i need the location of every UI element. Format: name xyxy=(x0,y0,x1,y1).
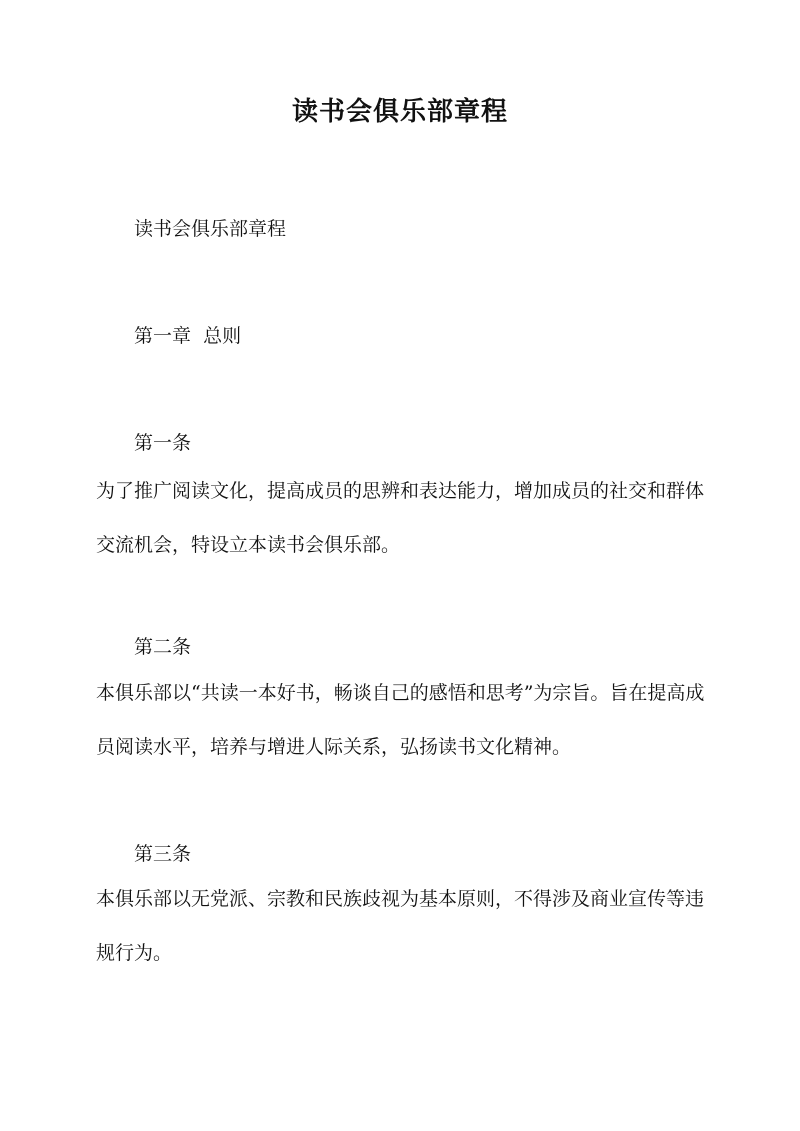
article-text: 本俱乐部以无党派、宗教和民族歧视为基本原则，不得涉及商业宣传等违规行为。 xyxy=(96,888,705,964)
document-subtitle: 读书会俱乐部章程 xyxy=(134,218,287,240)
article-heading: 第二条 xyxy=(134,636,192,658)
article-text: 为了推广阅读文化，提高成员的思辨和表达能力，增加成员的社交和群体交流机会，特设立本读书会俱乐部。 xyxy=(96,480,705,556)
document-title: 读书会俱乐部章程 xyxy=(291,97,508,127)
article-text: 本俱乐部以“共读一本好书，畅谈自己的感悟和思考”为宗旨。旨在提高成员阅读水平，培养与增进人际关系，弘扬读书文化精神。 xyxy=(96,682,705,758)
article-heading: 第一条 xyxy=(134,432,192,454)
article-heading: 第三条 xyxy=(134,843,192,865)
chapter-heading: 第一章 总则 xyxy=(134,325,242,347)
